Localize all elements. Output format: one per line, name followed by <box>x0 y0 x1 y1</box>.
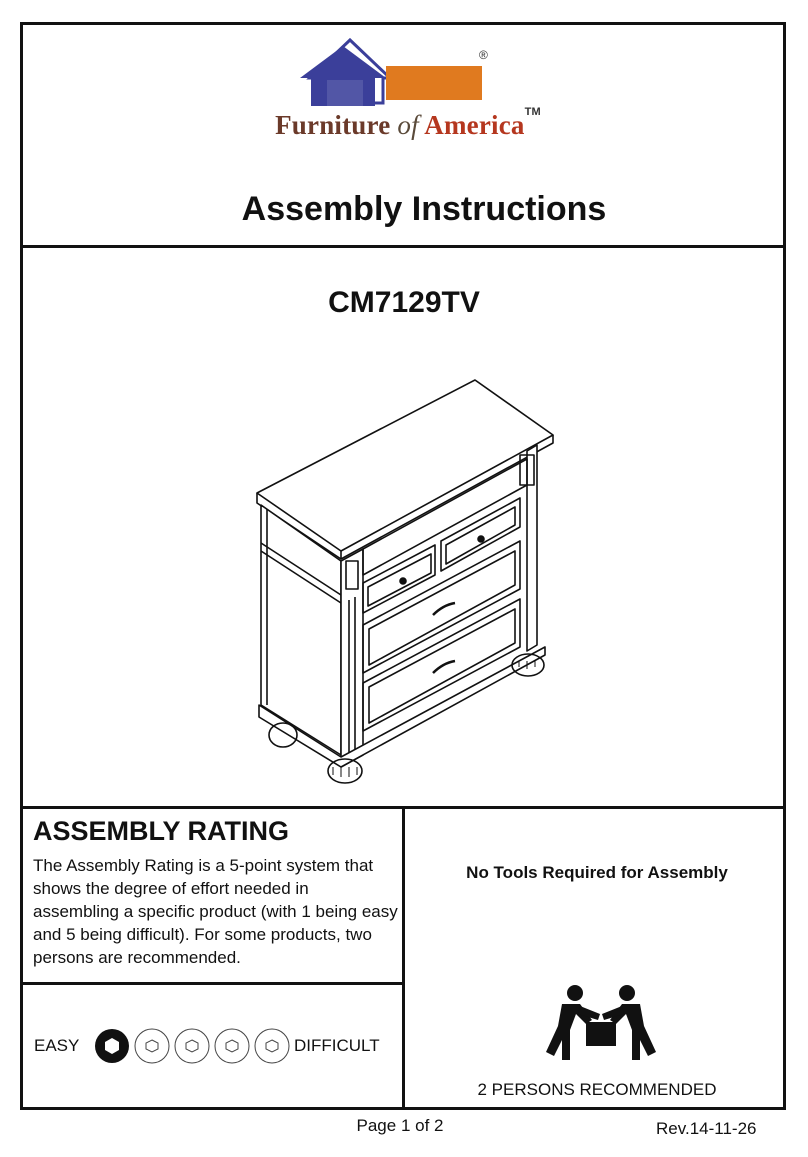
rating-dot-4 <box>215 1029 249 1063</box>
easy-label: EASY <box>34 1036 80 1055</box>
rating-dot-2 <box>135 1029 169 1063</box>
rating-column-divider <box>402 806 405 1110</box>
model-number: CM7129TV <box>328 286 480 319</box>
rating-dot-1 <box>95 1029 129 1063</box>
registered-mark: ® <box>479 48 488 62</box>
header-divider <box>20 245 786 248</box>
difficult-label: DIFFICULT <box>294 1036 380 1055</box>
brand-word-of: of <box>397 110 419 140</box>
rating-dot-5 <box>255 1029 289 1063</box>
page-number: Page 1 of 2 <box>356 1116 444 1135</box>
two-persons-lifting-icon <box>540 984 662 1060</box>
brand-word-furniture: Furniture <box>275 110 391 140</box>
house-icon <box>300 40 482 106</box>
assembly-rating-heading: ASSEMBLY RATING <box>33 816 290 846</box>
no-tools-note: No Tools Required for Assembly <box>466 863 728 882</box>
page-title: Assembly Instructions <box>241 190 607 228</box>
assembly-rating-description: The Assembly Rating is a 5-point system that shows the degree of effort needed in assembling a specific product (with 1 being easy and 5 being difficult). For some products, two persons are recommended. <box>33 856 398 967</box>
rating-dot-3 <box>175 1029 209 1063</box>
brand-name <box>258 106 558 141</box>
rating-scale-divider <box>20 982 405 985</box>
trademark-mark: TM <box>524 106 541 118</box>
two-persons-label: 2 PERSONS RECOMMENDED <box>477 1080 717 1099</box>
brand-word-america: America <box>424 110 525 140</box>
revision-number: Rev.14-11-26 <box>656 1119 757 1138</box>
rating-scale <box>92 1026 292 1066</box>
media-chest-illustration <box>245 375 565 785</box>
